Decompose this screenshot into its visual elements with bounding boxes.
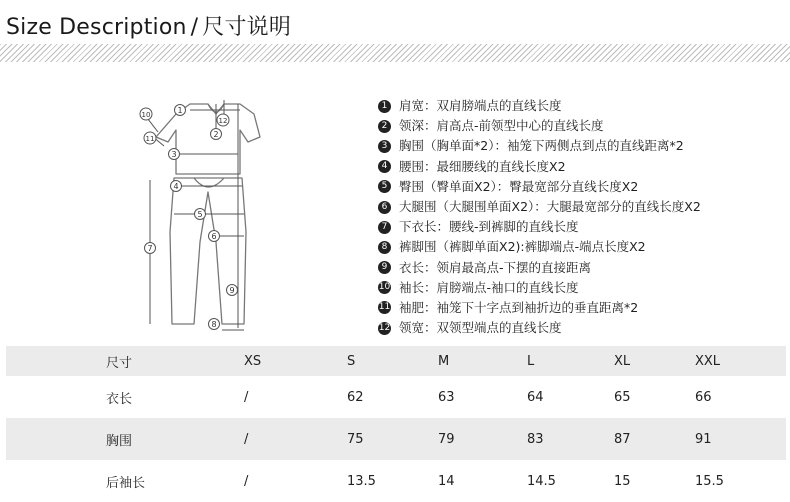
table-cell: 83 xyxy=(527,431,544,447)
table-cell: 15.5 xyxy=(695,473,724,489)
table-cell: 13.5 xyxy=(347,473,376,489)
table-cell: 87 xyxy=(614,431,631,447)
description-text: 袖肥：袖笼下十字点到袖折边的垂直距离*2 xyxy=(399,299,639,315)
svg-text:2: 2 xyxy=(213,130,219,139)
table-cell: 91 xyxy=(695,431,712,447)
row-label: 衣长 xyxy=(106,391,133,407)
size-table xyxy=(6,346,786,502)
table-cell: 66 xyxy=(695,389,712,405)
description-item xyxy=(378,318,778,338)
description-text: 腰围：最细腰线的直线长度X2 xyxy=(399,158,566,174)
svg-text:12: 12 xyxy=(218,117,228,125)
description-item xyxy=(378,237,778,257)
description-text: 衣长：领肩最高点-下摆的直接距离 xyxy=(399,259,592,275)
marker-7 xyxy=(145,243,156,254)
table-row xyxy=(6,418,786,460)
table-cell: 14.5 xyxy=(527,473,556,489)
title-separator: / xyxy=(190,15,199,40)
table-cell: 15 xyxy=(614,473,631,489)
header xyxy=(0,0,790,70)
description-text: 下衣长：腰线-到裤脚的直线长度 xyxy=(399,219,579,235)
table-cell: 62 xyxy=(347,389,364,405)
header-cell: XL xyxy=(614,353,631,369)
svg-text:3: 3 xyxy=(171,150,177,159)
marker-1 xyxy=(175,105,186,116)
svg-text:4: 4 xyxy=(173,182,179,191)
table-cell: 79 xyxy=(438,431,455,447)
diagonal-stripe-divider xyxy=(0,44,790,62)
description-item xyxy=(378,258,778,278)
number-badge: 8 xyxy=(378,241,391,254)
header-cell: 尺寸 xyxy=(106,355,133,371)
description-item xyxy=(378,177,778,197)
number-badge: 9 xyxy=(378,261,391,274)
table-cell: 64 xyxy=(527,389,544,405)
marker-4 xyxy=(171,181,182,192)
svg-text:9: 9 xyxy=(229,286,235,295)
number-badge: 12 xyxy=(378,322,391,333)
svg-text:10: 10 xyxy=(141,111,151,119)
table-header-row xyxy=(6,346,786,376)
description-text: 肩宽：双肩膀端点的直线长度 xyxy=(399,98,562,113)
jumpsuit-outline-illustration xyxy=(128,92,358,342)
svg-text:7: 7 xyxy=(147,244,153,253)
description-text: 臀围（臀单面X2）：臀最宽部分直线长度X2 xyxy=(399,178,639,194)
description-text: 领宽：双领型端点的直线长度 xyxy=(399,320,562,336)
table-cell: / xyxy=(244,473,249,489)
description-item xyxy=(378,197,778,217)
description-text: 袖长：肩膀端点-袖口的直线长度 xyxy=(399,279,579,295)
table-row xyxy=(6,460,786,502)
description-item xyxy=(378,136,778,156)
marker-10 xyxy=(140,108,152,120)
number-badge: 1 xyxy=(378,100,391,113)
svg-text:11: 11 xyxy=(145,135,155,143)
number-badge: 3 xyxy=(378,140,391,153)
number-badge: 11 xyxy=(378,302,391,313)
marker-6 xyxy=(209,231,220,242)
number-badge: 6 xyxy=(378,201,391,214)
description-text: 裤脚围（裤脚单面X2):裤脚端点-端点长度X2 xyxy=(399,239,646,255)
table-cell: 14 xyxy=(438,473,455,489)
measurement-description-list xyxy=(378,96,778,338)
description-item xyxy=(378,157,778,177)
row-label: 后袖长 xyxy=(106,475,146,491)
number-badge: 5 xyxy=(378,180,391,193)
garment-measurement-diagram xyxy=(128,92,358,342)
svg-text:8: 8 xyxy=(211,320,217,329)
marker-9 xyxy=(227,285,238,296)
table-cell: 65 xyxy=(614,389,631,405)
header-cell: S xyxy=(347,353,356,369)
title-english: Size Description xyxy=(6,15,187,40)
svg-text:1: 1 xyxy=(177,106,183,115)
marker-8 xyxy=(209,319,220,330)
number-badge: 2 xyxy=(378,120,391,133)
description-text: 大腿围（大腿围单面X2）：大腿最宽部分的直线长度X2 xyxy=(399,198,701,214)
table-cell: 63 xyxy=(438,389,455,405)
table-row xyxy=(6,376,786,418)
number-badge: 4 xyxy=(378,160,391,173)
description-item xyxy=(378,96,778,116)
header-cell: L xyxy=(527,353,535,369)
description-item xyxy=(378,298,778,318)
table-cell: / xyxy=(244,389,249,405)
header-cell: XS xyxy=(244,353,262,369)
marker-12 xyxy=(217,114,229,126)
description-item xyxy=(378,217,778,237)
title-chinese: 尺寸说明 xyxy=(202,15,292,40)
marker-5 xyxy=(195,209,206,220)
description-text: 胸围（胸单面*2）：袖笼下两侧点到点的直线距离*2 xyxy=(399,138,684,154)
description-text: 领深：肩高点-前领型中心的直线长度 xyxy=(399,118,604,134)
row-label: 胸围 xyxy=(106,433,133,449)
marker-2 xyxy=(211,129,222,140)
number-badge: 10 xyxy=(378,282,391,293)
description-item xyxy=(378,278,778,298)
header-cell: M xyxy=(438,353,450,369)
marker-11 xyxy=(144,132,156,144)
number-badge: 7 xyxy=(378,221,391,234)
page-title xyxy=(6,10,291,41)
description-item xyxy=(378,116,778,136)
table-cell: 75 xyxy=(347,431,364,447)
marker-3 xyxy=(169,149,180,160)
svg-text:6: 6 xyxy=(211,232,217,241)
header-cell: XXL xyxy=(695,353,721,369)
svg-text:5: 5 xyxy=(197,210,203,219)
table-cell: / xyxy=(244,431,249,447)
